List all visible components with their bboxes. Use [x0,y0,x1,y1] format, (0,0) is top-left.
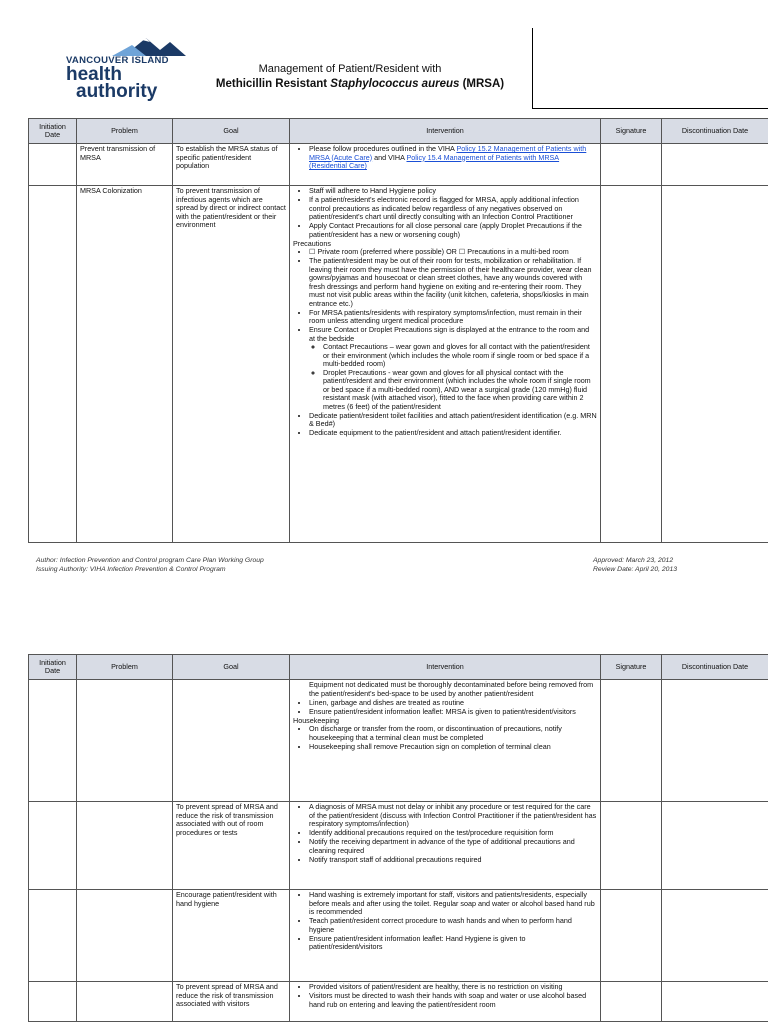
precautions-heading: Precautions [293,238,331,248]
sub-list-item: ◦ Droplet Precautions - wear gown and gloves for all physical contact with the patient/resident and their environment (which includes the whole room if single room or bed space if a multi-bedded room), AND wear a surgical grade (120 mmHg) fluid resistant mask (with attached visor), fitted to the face when providing care within 2 metres (6 feet) of the patient/resident [323,369,597,412]
initiation-date-cell[interactable] [29,802,77,890]
discontinuation-date-cell[interactable] [662,186,768,543]
problem-cell [77,680,173,802]
footer-review: Review Date: April 20, 2013 [593,566,677,573]
initiation-date-cell[interactable] [29,186,77,543]
list-item: • Teach patient/resident correct procedure to wash hands and when to perform hand hygiene [309,917,597,934]
list-item: • Provided visitors of patient/resident are healthy, there is no restriction on visiting [309,983,597,992]
initiation-date-cell[interactable] [29,680,77,802]
intervention-list-b [293,725,597,751]
list-item: • Hand washing is extremely important for staff, visitors and patients/residents, especially before meals and after using the toilet. Regular soap and water or alcohol based hand rub is recommended [309,891,597,917]
sub-list [309,343,597,411]
col-goal: Goal [173,655,290,680]
discontinuation-date-cell[interactable] [662,144,768,186]
signature-cell[interactable] [601,680,662,802]
col-intervention: Intervention [290,655,601,680]
intervention-cell [290,802,601,890]
intervention-cell [290,186,601,543]
signature-cell[interactable] [601,186,662,543]
initiation-date-cell[interactable] [29,144,77,186]
list-item: Equipment not dedicated must be thoroughly decontaminated before being removed from the patient/resident's bed-space to be used by another patient/resident [309,680,594,698]
col-initiation-date: Initiation Date [29,119,77,144]
list-item [309,326,597,411]
col-signature: Signature [601,655,662,680]
intervention-list-a [293,187,597,239]
header-label-box [532,28,768,109]
list-item: • Ensure patient/resident information leaflet: Hand Hygiene is given to patient/resident/visitors [309,935,597,952]
discontinuation-date-cell[interactable] [662,680,768,802]
list-item: • Housekeeping shall remove Precaution sign on completion of terminal clean [309,743,597,752]
list-item: • Visitors must be directed to wash their hands with soap and water or use alcohol based hand rub on entering and leaving the patient/resident room [309,992,597,1009]
list-item: • Identify additional precautions required on the test/procedure requisition form [309,829,597,838]
col-problem: Problem [77,119,173,144]
care-plan-table-2 [28,654,768,1022]
col-problem: Problem [77,655,173,680]
problem-cell [77,982,173,1022]
footer-issuing: Issuing Authority: VIHA Infection Prevention & Control Program [36,566,226,573]
goal-cell: To establish the MRSA status of specific patient/resident population [173,144,290,186]
list-item: • Dedicate patient/resident toilet facilities and attach patient/resident identification (e.g. MRN & Bed#) [309,412,597,429]
intervention-text: and VIHA [372,152,407,162]
list-item: • Linen, garbage and dishes are treated as routine [309,699,597,708]
footer-right [593,556,677,574]
logo-line-2: health [66,64,122,85]
table-row [29,982,768,1022]
intervention-list [293,983,597,1009]
list-item: • On discharge or transfer from the room, or discontinuation of precautions, notify housekeeping that a terminal clean must be completed [309,725,597,742]
footer-approved: Approved: March 23, 2012 [593,557,674,564]
col-discontinuation-date: Discontinuation Date [662,119,768,144]
sub-list-item: ◦ Contact Precautions – wear gown and gloves for all contact with the patient/resident or their environment (which includes the whole room if single room or bed space if a multi-bedded room) [323,343,597,369]
table-row [29,890,768,982]
list-item: • If a patient/resident's electronic record is flagged for MRSA, apply additional infection control precautions as indicated below regardless of any negatives observed on patient/resident's chart until directly consulting with an Infection Control Practitioner [309,196,597,222]
list-item: • Ensure patient/resident information leaflet: MRSA is given to patient/resident/visitors [309,708,597,717]
footer-author: Author: Infection Prevention and Control program Care Plan Working Group [36,557,264,564]
list-item: • For MRSA patients/residents with respiratory symptoms/infection, must remain in their room unless attending urgent medical procedure [309,309,597,326]
col-signature: Signature [601,119,662,144]
title-line-2 [200,78,520,90]
signature-cell[interactable] [601,982,662,1022]
col-intervention: Intervention [290,119,601,144]
table-header-row [29,119,768,144]
goal-cell [173,680,290,802]
goal-cell: To prevent spread of MRSA and reduce the risk of transmission associated with visitors [173,982,290,1022]
col-discontinuation-date: Discontinuation Date [662,655,768,680]
intervention-list-a [293,681,597,716]
intervention-list [293,891,597,952]
care-plan-table-1 [28,118,768,543]
goal-cell: Encourage patient/resident with hand hygiene [173,890,290,982]
problem-cell: Prevent transmission of MRSA [77,144,173,186]
signature-cell[interactable] [601,802,662,890]
title-line-1: Management of Patient/Resident with [258,63,442,75]
list-item: • ☐ Private room (preferred where possible) OR ☐ Precautions in a multi-bed room [309,248,597,257]
list-item: • Notify transport staff of additional precautions required [309,856,597,865]
intervention-text: Please follow procedures outlined in the VIHA [309,144,457,153]
housekeeping-heading: Housekeeping [293,715,339,725]
initiation-date-cell[interactable] [29,982,77,1022]
title-line-2-organism: Staphylococcus aureus [330,78,460,90]
problem-cell [77,802,173,890]
list-item [309,145,597,171]
discontinuation-date-cell[interactable] [662,802,768,890]
logo-line-1: VANCOUVER ISLAND [66,55,169,66]
intervention-cell [290,680,601,802]
col-initiation-date: Initiation Date [29,655,77,680]
signature-cell[interactable] [601,890,662,982]
title-line-2-a: Methicillin Resistant [215,78,331,90]
list-item: • A diagnosis of MRSA must not delay or inhibit any procedure or test required for the care of the patient/resident (discuss with Infection Control Practitioner if the patient/resident has respiratory symptoms/infection) [309,803,597,829]
policy-15-2-link[interactable]: Policy 15.2 Management of Patients with MRSA (Acute Care) [309,144,587,162]
list-item: • Staff will adhere to Hand Hygiene policy [309,187,597,196]
table-header-row [29,655,768,680]
table-row [29,680,768,802]
title-line-2-c: (MRSA) [459,78,505,90]
list-item: • The patient/resident may be out of their room for tests, mobilization or rehabilitation. If leaving their room they must have the permission of their healthcare provider, wear clean gowns/pyjamas and housecoat or clean street clothes, have any wounds covered with fresh dressings and perform hand hygiene on exiting and re-entering their room. They must not visit public areas within the facility (unit kitchen, cafeteria, shops/kiosks in main entrance etc.) [309,257,597,308]
goal-cell: To prevent spread of MRSA and reduce the risk of transmission associated with out of room procedures or tests [173,802,290,890]
problem-cell: MRSA Colonization [77,186,173,543]
signature-cell[interactable] [601,144,662,186]
list-item: • Dedicate equipment to the patient/resident and attach patient/resident identifier. [309,429,597,438]
table-row [29,144,768,186]
discontinuation-date-cell[interactable] [662,890,768,982]
list-item-text: Ensure Contact or Droplet Precautions sign is displayed at the entrance to the room and at the bedside [309,325,590,343]
table-row [29,802,768,890]
policy-15-4-link[interactable]: Policy 15.4 Management of Patients with MRSA (Residential Care) [309,152,560,170]
list-item: • Notify the receiving department in advance of the type of additional precautions and cleaning required [309,838,597,855]
health-authority-logo [66,36,188,102]
intervention-cell [290,982,601,1022]
intervention-list [293,803,597,864]
discontinuation-date-cell[interactable] [662,982,768,1022]
logo-line-3: authority [76,81,158,102]
intervention-cell [290,890,601,982]
col-goal: Goal [173,119,290,144]
table-row [29,186,768,543]
intervention-cell [290,144,601,186]
initiation-date-cell[interactable] [29,890,77,982]
footer-left [36,556,264,574]
list-item: • Apply Contact Precautions for all close personal care (apply Droplet Precautions if the patient/resident has a new or worsening cough) [309,222,597,239]
problem-cell [77,890,173,982]
intervention-list-b [293,248,597,438]
goal-cell: To prevent transmission of infectious agents which are spread by direct or indirect contact with the patient/resident or their environment [173,186,290,543]
